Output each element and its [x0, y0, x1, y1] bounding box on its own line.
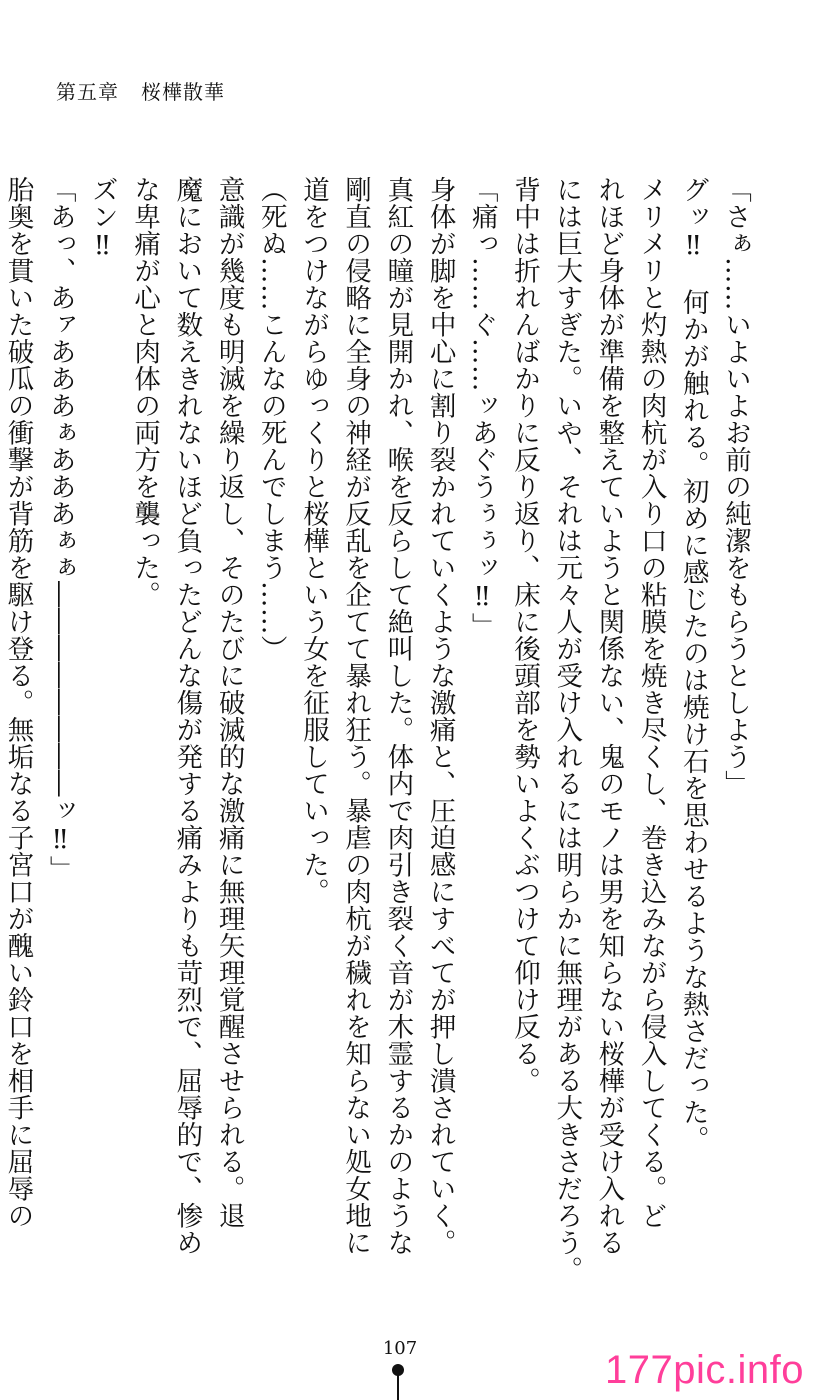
- chapter-title: 桜樺散華: [141, 80, 225, 104]
- text-line: （死ぬ……こんなの死んでしまう……）: [255, 176, 287, 662]
- text-line: 背中は折れんばかりに反り返り、床に後頭部を勢いよくぶつけて仰け反る。: [508, 176, 540, 1094]
- folio-rule: [397, 1374, 399, 1400]
- chapter-label: 第五章: [56, 80, 119, 104]
- text-line: 剛直の侵略に全身の神経が反乱を企てて暴れ狂う。暴虐の肉杭が穢れを知らない処女地に: [340, 176, 372, 1256]
- text-line: 道をつけながらゆっくりと桜樺という女を征服していった。: [297, 176, 329, 905]
- text-line: 「あっ、あァあああぁあああぁぁ――――――――ッ‼」: [44, 176, 76, 883]
- text-line: 真紅の瞳が見開かれ、喉を反らして絶叫した。体内で肉引き裂く音が木霊するかのような: [382, 176, 414, 1256]
- text-line: メリメリと灼熱の肉杭が入り口の粘膜を焼き尽くし、巻き込みながら侵入してくる。ど: [635, 176, 667, 1229]
- text-line: 魔において数えきれないほど負ったどんな傷が発する痛みよりも苛烈で、屈辱的で、惨め: [171, 176, 203, 1256]
- watermark-text: 177pic.info: [605, 1348, 804, 1392]
- text-line: 身体が脚を中心に割り裂かれていくような激痛と、圧迫感にすべてが押し潰されていく。: [424, 176, 456, 1256]
- text-line: には巨大すぎた。いや、それは元々人が受け入れるには明らかに無理がある大きさだろう。: [551, 176, 583, 1283]
- running-head: [56, 76, 225, 105]
- page-number: 107: [382, 1338, 418, 1359]
- text-line: 「痛っ……ぐ……ッあぐうぅぅッ‼」: [466, 176, 498, 640]
- text-line: 「さぁ……いよいよお前の純潔をもらうとしよう」: [720, 176, 751, 797]
- text-line: れほど身体が準備を整えていようと関係ない、鬼のモノは男を知らない桜樺が受け入れる: [593, 176, 625, 1256]
- text-line: な卑痛が心と肉体の両方を襲った。: [129, 176, 161, 608]
- vertical-body-text: [2, 176, 756, 1283]
- text-line: グッ‼ 何かが触れる。初めに感じたのは焼け石を思わせるような熱さだった。: [677, 176, 709, 1153]
- text-line: 胎奥を貫いた破瓜の衝撃が背筋を駆け登る。無垢なる子宮口が醜い鈴口を相手に屈辱の: [2, 176, 34, 1229]
- text-line: ズン‼: [86, 176, 118, 262]
- text-line: 意識が幾度も明滅を繰り返し、そのたびに破滅的な激痛に無理矢理覚醒させられる。退: [213, 176, 245, 1229]
